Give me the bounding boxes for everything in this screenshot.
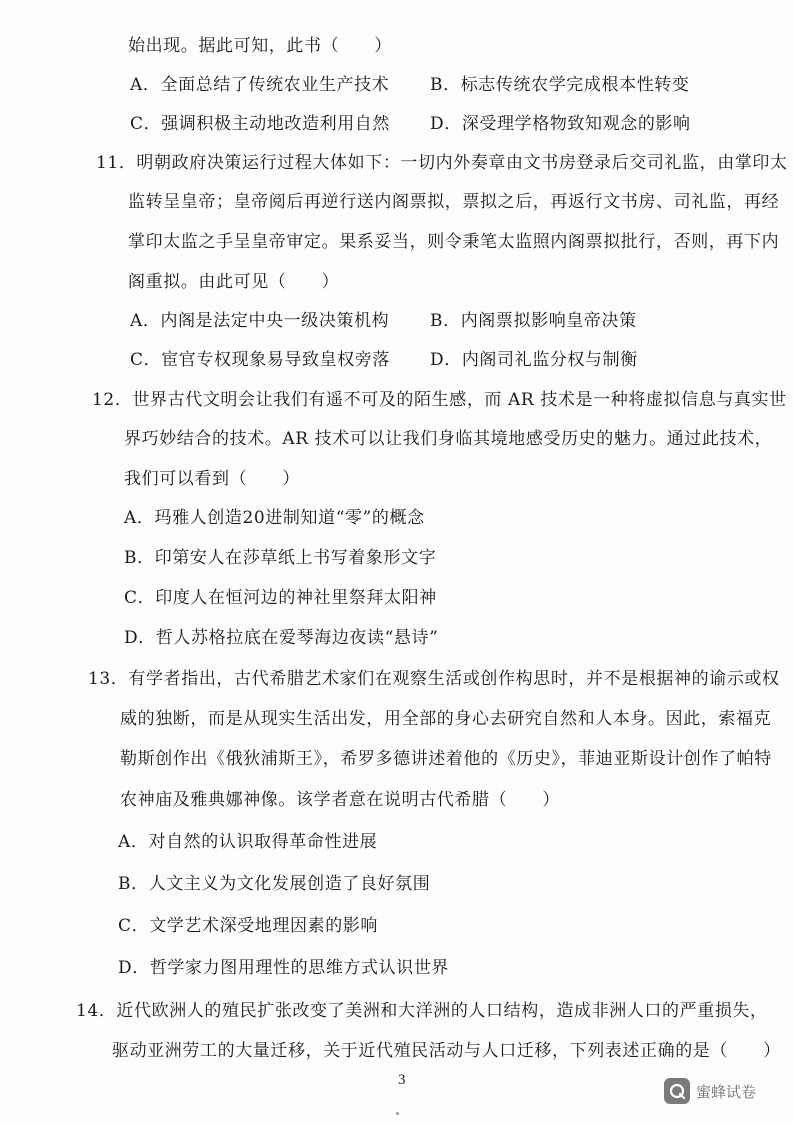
q11-stem-line1: 11．明朝政府决策运行过程大体如下：一切内外奏章由文书房登录后交司礼监，由掌印太 <box>96 153 788 173</box>
q11-option-d: D．内阁司礼监分权与制衡 <box>430 350 638 370</box>
q11-option-a: A．内阁是法定中央一级决策机构 <box>130 311 390 331</box>
q10-option-c: C．强调积极主动地改造利用自然 <box>130 114 391 134</box>
watermark <box>664 1078 756 1104</box>
q11-stem-line2: 监转呈皇帝；皇帝阅后再逆行送内阁票拟，票拟之后，再返行文书房、司礼监，再经 <box>128 192 780 212</box>
q11-stem-line3: 掌印太监之手呈皇帝审定。果系妥当，则令秉笔太监照内阁票拟批行，否则，再下内 <box>128 232 780 252</box>
q13-option-a: A．对自然的认识取得革命性进展 <box>118 832 378 852</box>
q12-option-b: B．印第安人在莎草纸上书写着象形文字 <box>124 548 437 568</box>
q12-option-d: D．哲人苏格拉底在爱琴海边夜读“悬诗” <box>124 628 439 648</box>
q11-option-b: B．内阁票拟影响皇帝决策 <box>430 311 637 331</box>
watermark-logo-icon <box>664 1078 690 1104</box>
q10-stem-tail: 始出现。据此可知，此书（ ） <box>128 36 392 56</box>
q11-stem-line4: 阁重拟。由此可见（ ） <box>128 272 340 292</box>
q12-stem-line1: 12．世界古代文明会让我们有遥不可及的陌生感，而 AR 技术是一种将虚拟信息与真实世 <box>92 390 787 410</box>
q13-stem-line2: 威的独断，而是从现实生活出发，用全部的身心去研究自然和人本身。因此，索福克 <box>120 709 772 729</box>
q10-option-b: B．标志传统农学完成根本性转变 <box>430 75 690 95</box>
q12-option-c: C．印度人在恒河边的神社里祭拜太阳神 <box>124 588 437 608</box>
q12-stem-line3: 我们可以看到（ ） <box>124 469 300 489</box>
q13-option-c: C．文学艺术深受地理因素的影响 <box>118 916 379 936</box>
q13-stem-line4: 农神庙及雅典娜神像。该学者意在说明古代希腊（ ） <box>120 790 560 810</box>
q12-option-a: A．玛雅人创造20进制知道“零”的概念 <box>124 508 425 528</box>
watermark-text: 蜜蜂试卷 <box>696 1082 757 1101</box>
page-number: 3 <box>398 1072 406 1088</box>
q13-stem-line1: 13．有学者指出，古代希腊艺术家们在观察生活或创作构思时，并不是根据神的谕示或权 <box>88 669 780 689</box>
q12-stem-line2: 界巧妙结合的技术。AR 技术可以让我们身临其境地感受历史的魅力。通过此技术， <box>124 429 773 449</box>
q10-option-a: A．全面总结了传统农业生产技术 <box>130 75 390 95</box>
q10-option-d: D．深受理学格物致知观念的影响 <box>430 114 691 134</box>
q11-option-c: C．宦官专权现象易导致皇权旁落 <box>130 350 391 370</box>
q13-option-d: D．哲学家力图用理性的思维方式认识世界 <box>118 958 450 978</box>
q13-stem-line3: 勒斯创作出《俄狄浦斯王》，希罗多德讲述着他的《历史》，菲迪亚斯设计创作了帕特 <box>120 749 772 769</box>
q13-option-b: B．人文主义为文化发展创造了良好氛围 <box>118 874 431 894</box>
q14-stem-line2: 驱动亚洲劳工的大量迁移，关于近代殖民活动与人口迁移，下列表述正确的是（ ） <box>112 1041 781 1061</box>
q14-stem-line1: 14．近代欧洲人的殖民扩张改变了美洲和大洋洲的人口结构，造成非洲人口的严重损失， <box>76 1001 768 1021</box>
scan-speck <box>396 1112 399 1115</box>
